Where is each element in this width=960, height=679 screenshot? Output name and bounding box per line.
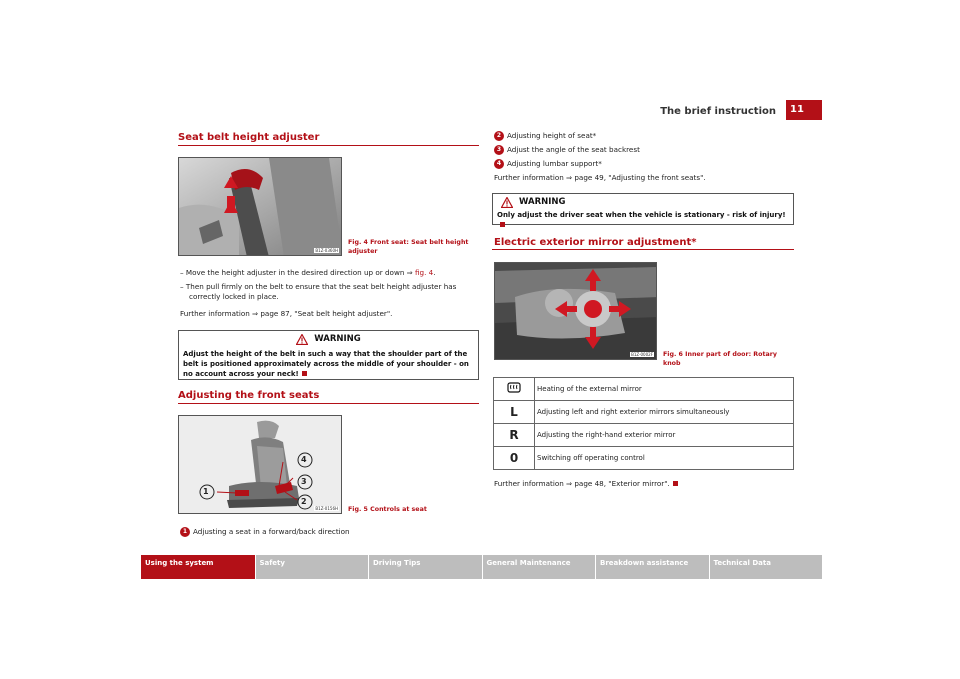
warning-triangle-icon	[501, 197, 513, 208]
warning-triangle-icon	[296, 334, 308, 345]
tab-safety[interactable]: Safety	[255, 555, 369, 579]
figure-seat-controls	[178, 415, 342, 514]
warning-header: WARNING	[179, 331, 478, 347]
figure-mirror-knob	[494, 262, 657, 360]
end-mark-icon	[673, 481, 678, 486]
heated-mirror-icon	[494, 378, 535, 401]
warning-header: WARNING	[493, 194, 793, 210]
warning-text-belt: Adjust the height of the belt in such a way that the shoulder part of the belt is positioned approximately across the middle of your shoulder - on no account across your neck!	[183, 350, 469, 378]
table-row	[494, 401, 794, 424]
end-mark-icon	[302, 371, 307, 376]
figure-seat-belt-adjuster	[178, 157, 342, 256]
end-mark-icon	[500, 222, 505, 227]
figure-code: B1Z-0002F	[631, 352, 653, 357]
figure-link[interactable]: fig. 4	[414, 268, 434, 277]
tab-using-the-system[interactable]: Using the system	[141, 555, 255, 579]
section-title-seat-belt: Seat belt height adjuster	[178, 132, 320, 143]
page-number: 11	[786, 100, 822, 120]
section-divider	[178, 403, 479, 404]
instruction-step-2: – Then pull firmly on the belt to ensure that the seat belt height adjuster has correctly locked in place.	[180, 282, 457, 301]
letter-r-icon: R	[494, 424, 535, 447]
section-title-mirror: Electric exterior mirror adjustment*	[494, 237, 697, 248]
figure-code: B1Z-0360H	[315, 248, 338, 253]
item-number-badge: 3	[494, 145, 504, 155]
table-cell-description: Heating of the external mirror	[535, 378, 794, 401]
warning-box-seat	[492, 193, 794, 225]
table-row	[494, 424, 794, 447]
tab-breakdown-assistance[interactable]: Breakdown assistance	[595, 555, 709, 579]
table-row	[494, 447, 794, 470]
seat-item-1: 1 Adjusting a seat in a forward/back direction	[180, 527, 480, 537]
figure-caption-5: Fig. 5 Controls at seat	[348, 506, 427, 513]
zero-icon: 0	[494, 447, 535, 470]
callout-4: 4	[301, 455, 307, 464]
further-info-seats[interactable]: Further information ⇒ page 49, "Adjusting the front seats".	[494, 173, 706, 182]
section-title-front-seats: Adjusting the front seats	[178, 390, 320, 401]
seat-item-2: 2 Adjusting height of seat*	[494, 131, 794, 141]
tab-general-maintenance[interactable]: General Maintenance	[482, 555, 596, 579]
figure-caption-4: Fig. 4 Front seat: Seat belt height adjuster	[348, 239, 469, 255]
table-cell-description: Adjusting the right-hand exterior mirror	[535, 424, 794, 447]
seat-item-4: 4 Adjusting lumbar support*	[494, 159, 794, 169]
seat-belt-illustration	[179, 158, 342, 256]
instruction-step-1: – Move the height adjuster in the desired direction up or down ⇒ fig. 4.	[180, 268, 436, 277]
figure-caption-6: Fig. 6 Inner part of door: Rotary knob	[663, 351, 777, 367]
warning-box-belt	[178, 330, 479, 380]
table-cell-description: Switching off operating control	[535, 447, 794, 470]
mirror-knob-illustration	[495, 263, 657, 360]
further-info-mirror[interactable]: Further information ⇒ page 48, "Exterior mirror".	[494, 479, 794, 489]
callout-3: 3	[301, 477, 307, 486]
section-divider	[492, 249, 794, 250]
callout-2: 2	[301, 497, 307, 506]
figure-code: B1Z-0156H	[315, 506, 338, 511]
tab-driving-tips[interactable]: Driving Tips	[368, 555, 482, 579]
seat-illustration	[179, 416, 342, 514]
further-info-belt[interactable]: Further information ⇒ page 87, "Seat belt height adjuster".	[180, 309, 393, 318]
seat-item-3: 3 Adjust the angle of the seat backrest	[494, 145, 794, 155]
warning-text-seat: Only adjust the driver seat when the vehicle is stationary - risk of injury!	[493, 210, 793, 234]
mirror-controls-table	[493, 377, 794, 470]
section-divider	[178, 145, 479, 146]
callout-1: 1	[203, 487, 209, 496]
letter-l-icon: L	[494, 401, 535, 424]
item-number-badge: 4	[494, 159, 504, 169]
item-number-badge: 1	[180, 527, 190, 537]
page-header-title: The brief instruction	[660, 106, 776, 117]
table-cell-description: Adjusting left and right exterior mirrors simultaneously	[535, 401, 794, 424]
table-row	[494, 378, 794, 401]
footer-nav	[141, 555, 822, 579]
tab-technical-data[interactable]: Technical Data	[709, 555, 823, 579]
item-number-badge: 2	[494, 131, 504, 141]
